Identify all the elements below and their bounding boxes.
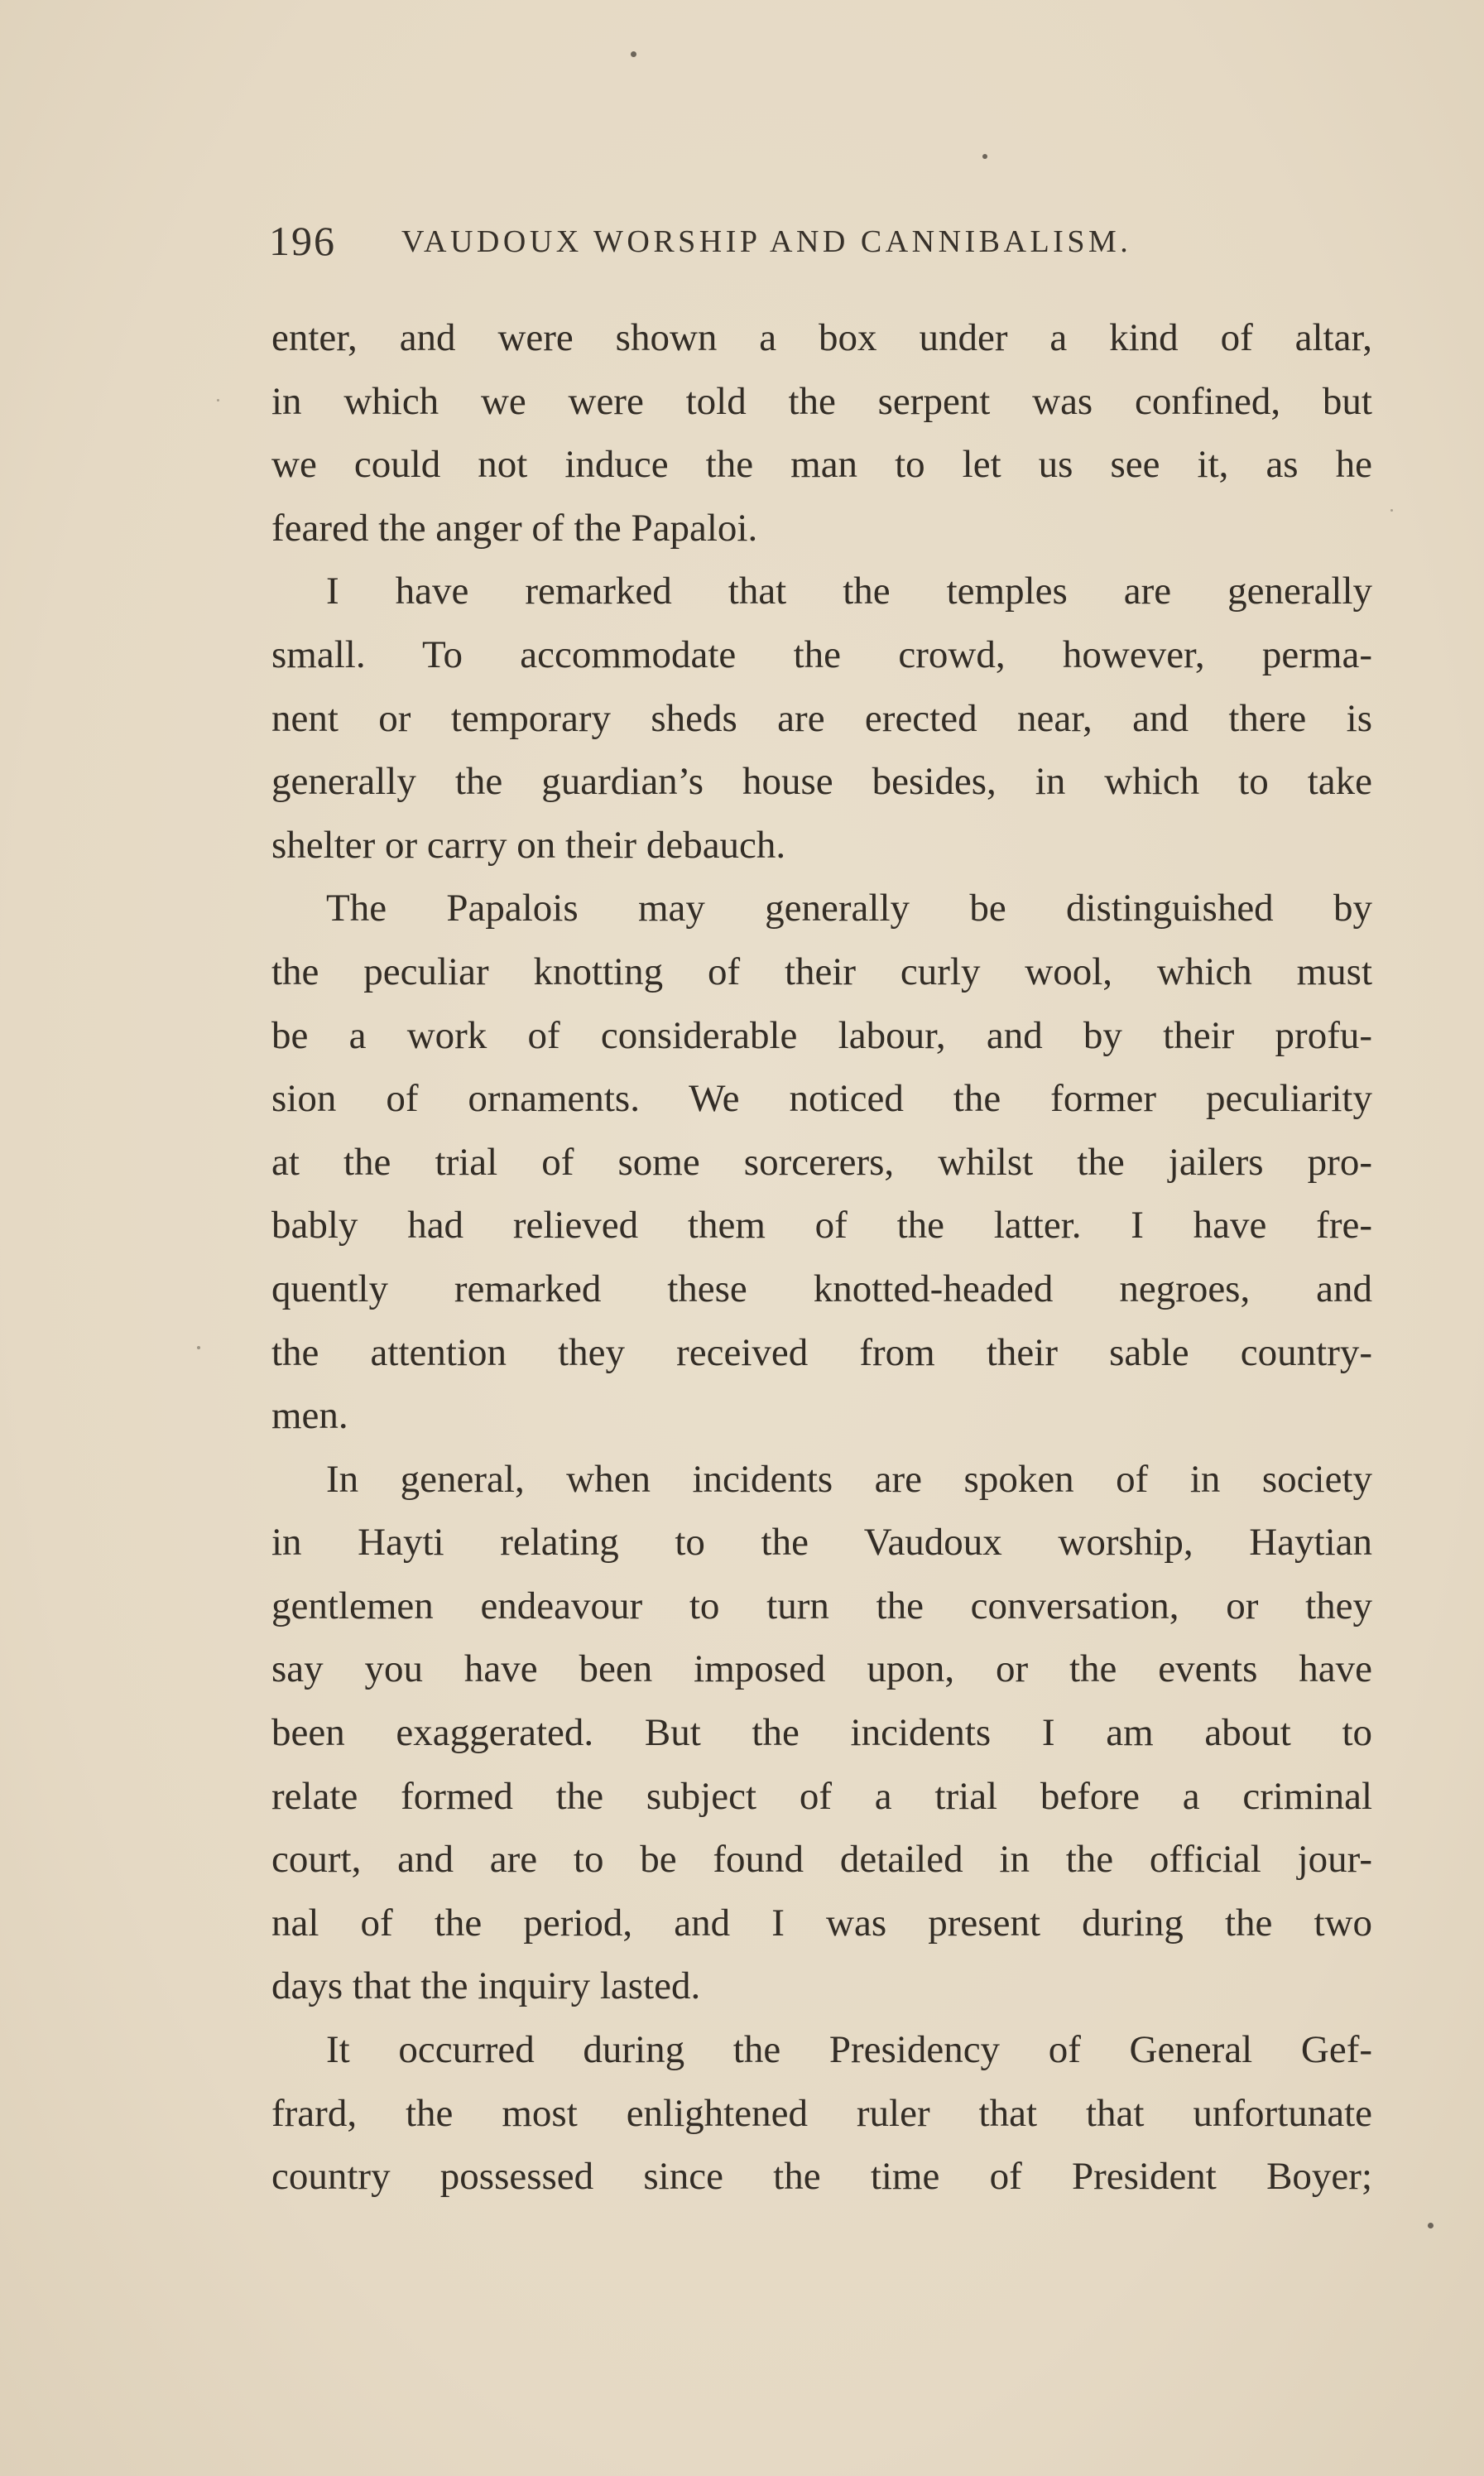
page-number: 196 bbox=[269, 218, 336, 264]
text-line: quently remarked these knotted-headed negroes, and bbox=[271, 1267, 1372, 1310]
paper-speck bbox=[631, 51, 636, 57]
paper-speck bbox=[217, 399, 219, 401]
text-line: country possessed since the time of President Boyer; bbox=[271, 2155, 1372, 2199]
text-line: the peculiar knotting of their curly wool, which must bbox=[271, 950, 1372, 993]
text-line: court, and are to be found detailed in the official jour- bbox=[271, 1838, 1372, 1882]
text-line: gentlemen endeavour to turn the conversation, or they bbox=[271, 1584, 1372, 1627]
text-line: been exaggerated. But the incidents I am about to bbox=[271, 1711, 1372, 1755]
text-line: be a work of considerable labour, and by their profu- bbox=[271, 1013, 1372, 1057]
running-title: VAUDOUX WORSHIP AND CANNIBALISM. bbox=[401, 224, 1132, 259]
text-line: in Hayti relating to the Vaudoux worship, Haytian bbox=[271, 1521, 1372, 1565]
text-line: The Papalois may generally be distinguished by bbox=[326, 887, 1372, 930]
text-line: bably had relieved them of the latter. I have fre- bbox=[271, 1204, 1372, 1248]
paper-speck bbox=[1428, 2223, 1434, 2228]
text-line: we could not induce the man to let us see it, as he bbox=[271, 443, 1372, 487]
text-line: nal of the period, and I was present during the two bbox=[271, 1901, 1372, 1945]
text-line: in which we were told the serpent was confined, but bbox=[271, 379, 1372, 423]
text-line: I have remarked that the temples are generally bbox=[326, 570, 1372, 613]
text-line: relate formed the subject of a trial before a criminal bbox=[271, 1774, 1372, 1818]
paper-speck bbox=[197, 1346, 200, 1349]
paper-speck bbox=[1390, 509, 1393, 512]
text-line: In general, when incidents are spoken of in society bbox=[326, 1457, 1372, 1501]
text-line: small. To accommodate the crowd, however, perma- bbox=[271, 632, 1372, 676]
paper-speck bbox=[982, 154, 987, 159]
text-line: days that the inquiry lasted. bbox=[271, 1964, 701, 2008]
text-line: nent or temporary sheds are erected near, and there is bbox=[271, 696, 1372, 740]
text-line: say you have been imposed upon, or the events have bbox=[271, 1647, 1372, 1691]
text-line: shelter or carry on their debauch. bbox=[271, 823, 786, 867]
page-header bbox=[269, 217, 1378, 275]
text-line: men. bbox=[271, 1394, 348, 1438]
text-line: generally the guardian’s house besides, in which to take bbox=[271, 760, 1372, 804]
text-line: It occurred during the Presidency of General Gef- bbox=[326, 2028, 1372, 2072]
body-text bbox=[271, 306, 1372, 2209]
text-line: enter, and were shown a box under a kind of altar, bbox=[271, 316, 1372, 359]
text-line: frard, the most enlightened ruler that that unfortunate bbox=[271, 2091, 1372, 2135]
text-line: the attention they received from their sable country- bbox=[271, 1330, 1372, 1374]
text-line: sion of ornaments. We noticed the former peculiarity bbox=[271, 1077, 1372, 1121]
text-line: feared the anger of the Papaloi. bbox=[271, 506, 758, 550]
text-line: at the trial of some sorcerers, whilst the jailers pro- bbox=[271, 1140, 1372, 1184]
